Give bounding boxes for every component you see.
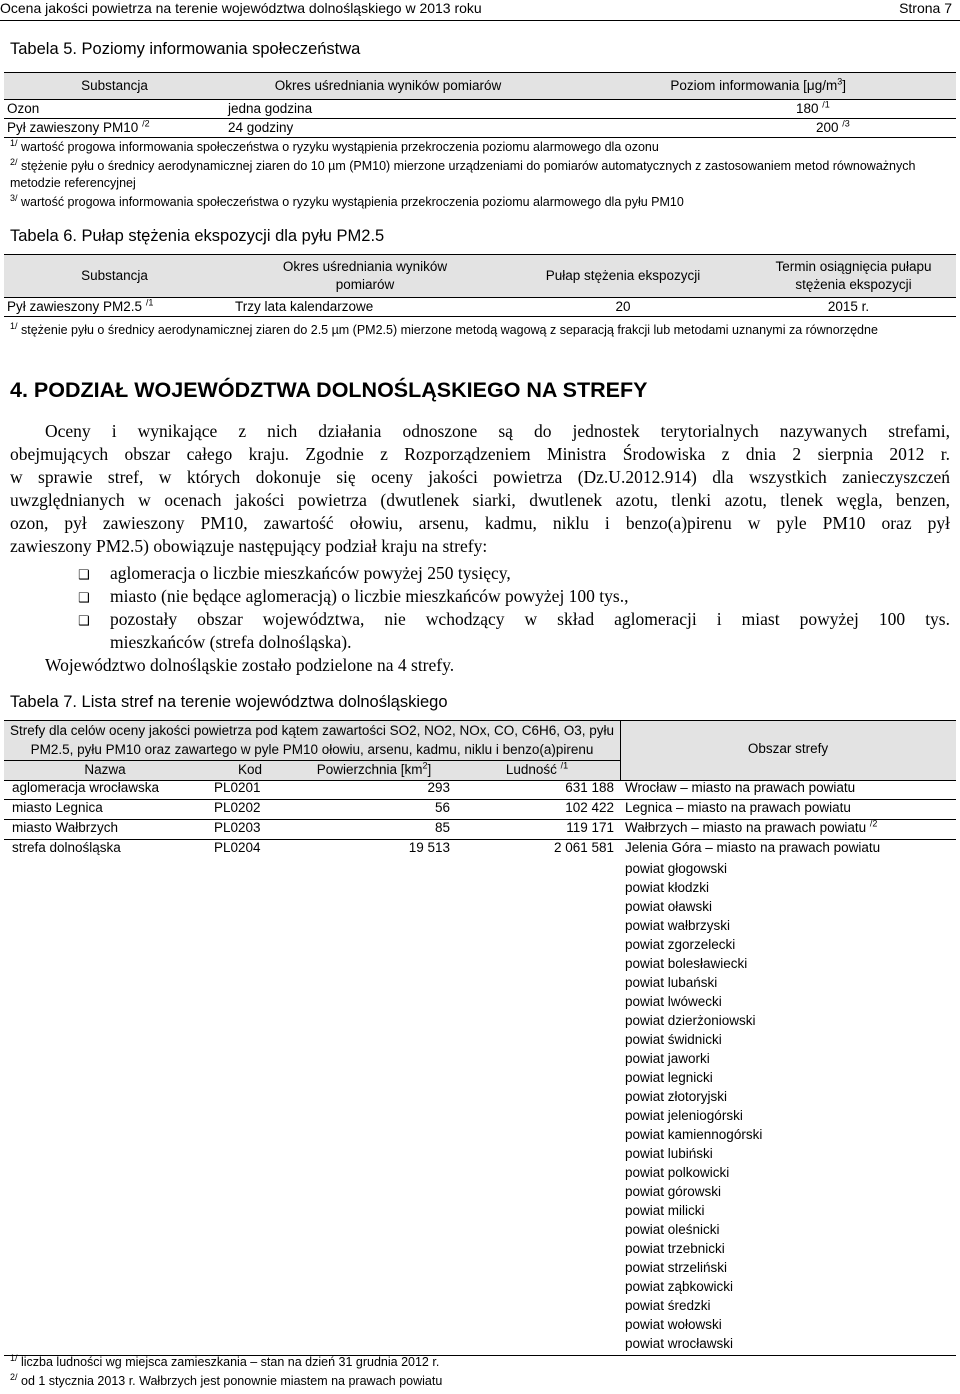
table5-header-period: Okres uśredniania wyników pomiarów (274, 78, 502, 93)
table5-cell-period: 24 godziny (228, 120, 294, 135)
list-item: powiat oleśnicki (625, 1222, 720, 1237)
bullet-item: pozostały obszar województwa, nie wchodzący w skład aglomeracji i miast powyżej 100 tys. (110, 609, 950, 629)
table5-cell-value: 200 $^{/3}$ (816, 118, 850, 135)
bullet-item: miasto (nie będące aglomeracją) o liczbie mieszkańców powyżej 100 tys., (110, 586, 629, 606)
table7-cell-area: 293 (427, 780, 450, 795)
table6-header-period: Okres uśredniania wyników pomiarów (282, 259, 448, 292)
table7-cell-code: PL0203 (214, 820, 261, 835)
list-item: powiat jaworki (625, 1051, 710, 1066)
list-item: powiat kłodzki (625, 880, 710, 895)
table7-cell-name: miasto Wałbrzych (12, 820, 119, 835)
divider (4, 720, 956, 721)
list-item: powiat lubański (625, 975, 718, 990)
table5-header-substance: Substancja (81, 78, 148, 93)
table-row (4, 100, 956, 119)
section-paragraph (10, 420, 950, 558)
table6-cell-value: 20 (615, 299, 631, 314)
paragraph-line: ozon, pył zawieszony PM10, zawartość ołowiu, arsenu, kadmu, niklu i benzo(a)pirenu w pyle PM10 oraz pył (10, 513, 950, 533)
table7-cell-region: Wrocław – miasto na prawach powiatu (625, 780, 856, 795)
table5-footnotes (10, 139, 945, 211)
list-item: powiat świdnicki (625, 1032, 722, 1047)
table7-cell-area: 19 513 (408, 840, 450, 855)
table5-header-level: Poziom informowania $[\mu g/m^3]$ (670, 76, 846, 93)
table5-caption: Tabela 5. Poziomy informowania społeczeństwa (10, 40, 361, 58)
table7-header-area-km: Powierzchnia $[km^2]$ (316, 760, 432, 777)
table7-cell-code: PL0204 (214, 840, 261, 855)
footnote: $^{3/}$ wartość progowa informowania społeczeństwa o ryzyku wystąpienia przekroczenia poziomu alarmowego dla pyłu PM10 (10, 192, 684, 209)
table7-header-name: Nazwa (84, 762, 126, 777)
paragraph-line: zawieszony PM2.5) obowiązuje następujący podział kraju na strefy: (10, 536, 488, 556)
table5-header-row (4, 73, 956, 100)
table7-cell-name: miasto Legnica (12, 800, 103, 815)
table-row (4, 119, 956, 138)
footnote: $^{1/}$ liczba ludności wg miejsca zamieszkania – stan na dzień 31 grudnia 2012 r. (10, 1352, 440, 1369)
page-number: Strona 7 (899, 0, 952, 16)
checkbox-bullet-icon: ❑ (78, 614, 90, 629)
checkbox-bullet-icon: ❑ (78, 591, 90, 606)
document-title: Ocena jakości powietrza na terenie województwa dolnośląskiego w 2013 roku (0, 0, 482, 16)
table6-header-substance: Substancja (81, 268, 148, 283)
paragraph-line: obejmujących obszar całego kraju. Zgodnie z Rozporządzeniem Ministra Środowiska z dnia 2 sierpnia 2012 r. (10, 444, 950, 464)
list-item: powiat wołowski (625, 1317, 722, 1332)
table7-cell-pop: 631 188 (565, 780, 614, 795)
list-item: powiat trzebnicki (625, 1241, 725, 1256)
list-item: powiat strzeliński (625, 1260, 728, 1275)
list-item: powiat jeleniogórski (625, 1108, 743, 1123)
list-item: powiat ząbkowicki (625, 1279, 734, 1294)
table6-header-deadline: Termin osiągnięcia pułapu stężenia ekspozycji (775, 259, 932, 292)
list-item: powiat wrocławski (625, 1336, 734, 1351)
table6-cell-period: Trzy lata kalendarzowe (235, 299, 374, 314)
table7-cell-area: 56 (434, 800, 450, 815)
table6-header-row (4, 255, 956, 298)
table-row (4, 298, 956, 317)
table7-header-area: Obszar strefy (747, 741, 829, 756)
table7-footnotes (10, 1354, 442, 1390)
footnote: $^{2/}$ stężenie pyłu o średnicy aerodynamicznej ziaren do 10 µm (PM10) mierzone urządzeniami do pomiarów automatycznych z zastosowaniem metod równoważnych metodzie referencyjnej (10, 156, 916, 190)
checkbox-bullet-icon: ❑ (78, 568, 90, 583)
table7-cell-code: PL0201 (214, 780, 261, 795)
list-item: powiat milicki (625, 1203, 705, 1218)
list-item: powiat głogowski (625, 861, 728, 876)
table7-cell-name: aglomeracja wrocławska (12, 780, 160, 795)
table7-cell-pop: 119 171 (566, 820, 614, 835)
list-item: powiat dzierżoniowski (625, 1013, 756, 1028)
table6-cell-substance: Pył zawieszony PM2.5 $^{/1}$ (7, 297, 154, 314)
table7-cell-region: Legnica – miasto na prawach powiatu (625, 800, 851, 815)
list-item: powiat legnicki (625, 1070, 713, 1085)
table7-cell-region: Jelenia Góra – miasto na prawach powiatu (625, 840, 881, 855)
table6-caption: Tabela 6. Pułap stężenia ekspozycji dla pyłu PM2.5 (10, 227, 385, 245)
table7-cell-pop: 2 061 581 (553, 840, 614, 855)
table7-header-code: Kod (237, 762, 263, 777)
section-title: 4. PODZIAŁ WOJEWÓDZTWA DOLNOŚLĄSKIEGO NA STREFY (10, 378, 648, 402)
list-item: powiat średzki (625, 1298, 711, 1313)
paragraph-line: Oceny i wynikające z nich działania odnoszone są do jednostek terytorialnych nazywanych strefami, (45, 421, 950, 441)
table7-cell-area: 85 (434, 820, 450, 835)
list-item: powiat górowski (625, 1184, 722, 1199)
list-item: powiat kamiennogórski (625, 1127, 763, 1142)
table6-header-limit: Pułap stężenia ekspozycji (545, 268, 701, 283)
page-header (0, 0, 960, 21)
list-item: powiat lubiński (625, 1146, 713, 1161)
table7-header-population: Ludność $^{/1}$ (505, 760, 569, 777)
table7-caption: Tabela 7. Lista stref na terenie województwa dolnośląskiego (10, 693, 448, 711)
table7-group-header: Strefy dla celów oceny jakości powietrza pod kątem zawartości SO2, NO2, NOx, CO, C6H6, O3, pyłu PM2.5, pyłu PM10 oraz zawartego w pyle PM10 ołowiu, arsenu, kadmu, niklu i benzo(a)pirenu (10, 723, 614, 757)
list-item: powiat polkowicki (625, 1165, 730, 1180)
table5-cell-substance: Pył zawieszony PM10 $^{/2}$ (7, 118, 150, 135)
table6 (4, 254, 956, 317)
table5-cell-substance: Ozon (7, 101, 40, 116)
footnote: $^{1/}$ wartość progowa informowania społeczeństwa o ryzyku wystąpienia przekroczenia poziomu alarmowego dla ozonu (10, 137, 659, 154)
list-item: powiat oławski (625, 899, 713, 914)
table5-cell-value: 180 $^{/1}$ (796, 99, 830, 116)
bullet-item: aglomeracja o liczbie mieszkańców powyżej 250 tysięcy, (110, 563, 511, 583)
footnote: $^{2/}$ od 1 stycznia 2013 r. Wałbrzych jest ponownie miastem na prawach powiatu (10, 1371, 443, 1388)
list-item: powiat zgorzelecki (625, 937, 736, 952)
table7-cell-code: PL0202 (214, 800, 261, 815)
section-paragraph-2: Województwo dolnośląskie zostało podzielone na 4 strefy. (45, 655, 455, 675)
paragraph-line: uwzględnianych w ocenach jakości powietrza (dwutlenek siarki, dwutlenek azotu, tlenki azotu, tlenek węgla, benzen, (10, 490, 950, 510)
table6-cell-deadline: 2015 r. (827, 299, 870, 314)
table5-cell-period: jedna godzina (228, 101, 313, 116)
list-item: powiat bolesławiecki (625, 956, 748, 971)
divider (4, 760, 620, 761)
table6-footnote: $^{1/}$ stężenie pyłu o średnicy aerodynamicznej ziaren do 2.5 µm (PM2.5) mierzone metodą wagową z separacją frakcji lub metodami uznanymi za równorzędne (10, 320, 878, 337)
table7-cell-name: strefa dolnośląska (12, 840, 121, 855)
powiaty-list (625, 859, 762, 1353)
paragraph-line: w sprawie stref, w których dokonuje się oceny jakości powietrza (Dz.U.2012.914) dla wszystkich zanieczyszczeń (10, 467, 950, 487)
bullet-item-continuation: mieszkańców (strefa dolnośląska). (110, 632, 352, 652)
list-item: powiat lwówecki (625, 994, 722, 1009)
list-item: powiat wałbrzyski (625, 918, 731, 933)
list-item: powiat złotoryjski (625, 1089, 728, 1104)
table5 (4, 72, 956, 138)
table7-cell-region: Wałbrzych – miasto na prawach powiatu $^{/2}$ (625, 818, 878, 835)
table7-cell-pop: 102 422 (565, 800, 614, 815)
